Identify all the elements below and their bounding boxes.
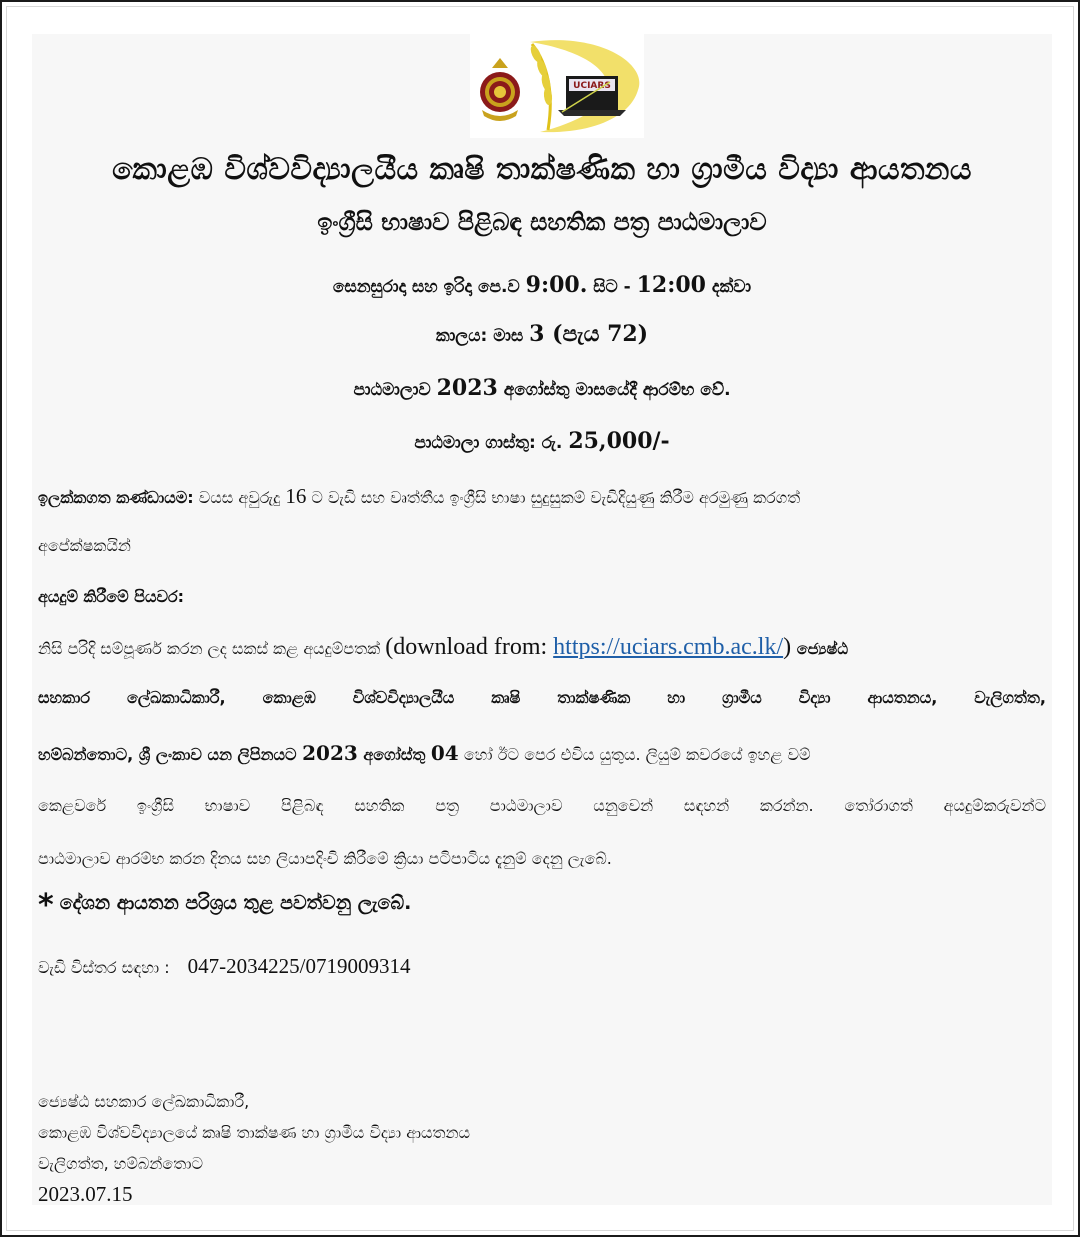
application-line-2: සහකාර ලේඛකාධිකාරී, කොළඹ විශ්වවිද්‍යාලයීය කෘෂි තාක්ෂණික හා ග්‍රාමීය විද්‍යා ආයතනය, වැලිගත්ත,	[38, 688, 1046, 707]
signature-institute: කොළඹ විශ්වවිද්‍යාලයේ කෘෂි තාක්ෂණ හා ග්‍රාමීය විද්‍යා ආයතනය	[38, 1123, 470, 1142]
target-group-text-b: ට වැඩි සහ වෘත්තීය ඉංග්‍රීසි භාෂා සුදුසුකම් වැඩිදියුණු කිරීම අරමුණු කරගත්	[306, 488, 801, 507]
target-group-continuation: අපේක්ෂකයින්	[38, 536, 131, 555]
schedule-mid: සිට -	[587, 277, 637, 297]
address-text: හම්බන්තොට, ශ්‍රී ලංකාව යන ලිපිනයට	[38, 745, 303, 764]
application-line-1	[38, 634, 1046, 661]
schedule-start-time: 9:00.	[525, 272, 588, 298]
contact-phone: 047-2034225/0719009314	[187, 954, 411, 978]
application-line-3	[38, 741, 1046, 765]
start-year: 2023	[436, 375, 498, 401]
start-prefix: පාඨමාලාව	[353, 380, 437, 400]
target-group-line	[38, 484, 1046, 509]
fee-amount: 25,000/-	[568, 428, 670, 454]
target-group-label: ඉලක්කගත කණ්ඩායම:	[38, 488, 194, 507]
application-text-senior: ජ්‍යෙෂ්ඨ	[791, 639, 849, 658]
schedule-prefix: සෙනසුරාදා සහ ඉරිදා පෙ.ව	[332, 277, 526, 297]
fee-line	[32, 428, 1052, 454]
uciars-website-link[interactable]: https://uciars.cmb.ac.lk/	[553, 634, 784, 660]
svg-text:UCIARS: UCIARS	[573, 81, 611, 91]
start-suffix: අගෝස්තු මාසයේදී ආරම්භ වේ.	[497, 380, 731, 400]
schedule-line	[32, 272, 1052, 298]
duration-mid: (පැය	[544, 321, 608, 347]
target-age: 16	[285, 484, 307, 508]
institute-title: කොළඹ විශ්වවිද්‍යාලයීය කෘෂි තාක්ෂණික හා ග්‍රාමීය විද්‍යා ආයතනය	[112, 152, 972, 187]
duration-line	[32, 321, 1052, 347]
deadline-year: 2023	[302, 741, 358, 765]
download-close: )	[783, 634, 792, 660]
deadline-day: 04	[430, 741, 459, 765]
signature-address: වැලිගත්ත, හම්බන්තොට	[38, 1154, 203, 1173]
venue-note-text: දේශන ආයතන පරිශ්‍රය තුළ පවත්වනු ලැබේ.	[59, 892, 412, 914]
deadline-month: අගෝස්තු	[357, 745, 431, 764]
notice-panel	[32, 34, 1052, 1205]
signature-title: ජ්‍යෙෂ්ඨ සහකාර ලේඛකාධිකාරී,	[38, 1092, 250, 1111]
logo-graphic-icon	[470, 34, 644, 138]
schedule-suffix: දක්වා	[705, 277, 752, 297]
application-line-5: පාඨමාලාව ආරම්භ කරන දිනය සහ ලියාපදිංචි කිරීමේ ක්‍රියා පටිපාටිය දැනුම් දෙනු ලැබේ.	[38, 849, 612, 868]
course-title: ඉංග්‍රීසි භාෂාව පිළිබඳ සහතික පත්‍ර පාඨමාලාව	[317, 208, 767, 236]
deadline-text: හෝ ඊට පෙර එවිය යුතුය. ලියුම් කවරයේ ඉහළ වම්	[458, 745, 811, 764]
download-label: (download from:	[385, 634, 554, 660]
duration-prefix: කාලය: මාස	[435, 326, 530, 346]
target-group-text-a: වයස අවුරුදු	[193, 488, 286, 507]
signature-date: 2023.07.15	[38, 1182, 133, 1206]
start-date-line	[32, 375, 1052, 401]
contact-line	[38, 954, 1046, 979]
fee-prefix: පාඨමාලා ගාස්තු: රු.	[414, 433, 569, 453]
asterisk-icon: *	[38, 888, 54, 923]
application-text: නිසි පරිදි සම්පූර්ණ කරන ලද සකස් කළ අයදුම්පතක්	[38, 639, 386, 658]
venue-note	[38, 888, 1046, 923]
signature-block	[38, 1086, 470, 1210]
duration-hours: 72)	[607, 321, 649, 347]
uciars-logo	[470, 34, 644, 138]
application-line-4: කෙළවරේ ඉංග්‍රීසි භාෂාව පිළිබඳ සහතික පත්‍ර පාඨමාලාව යනුවෙන් සඳහන් කරන්න. තෝරාගත් අයදුම්කරුවන්ට	[38, 796, 1046, 815]
schedule-end-time: 12:00	[636, 272, 706, 298]
duration-months: 3	[529, 321, 545, 347]
contact-label: වැඩි විස්තර සඳහා :	[38, 958, 170, 977]
application-heading: අයදුම් කිරීමේ පියවර:	[38, 587, 185, 606]
